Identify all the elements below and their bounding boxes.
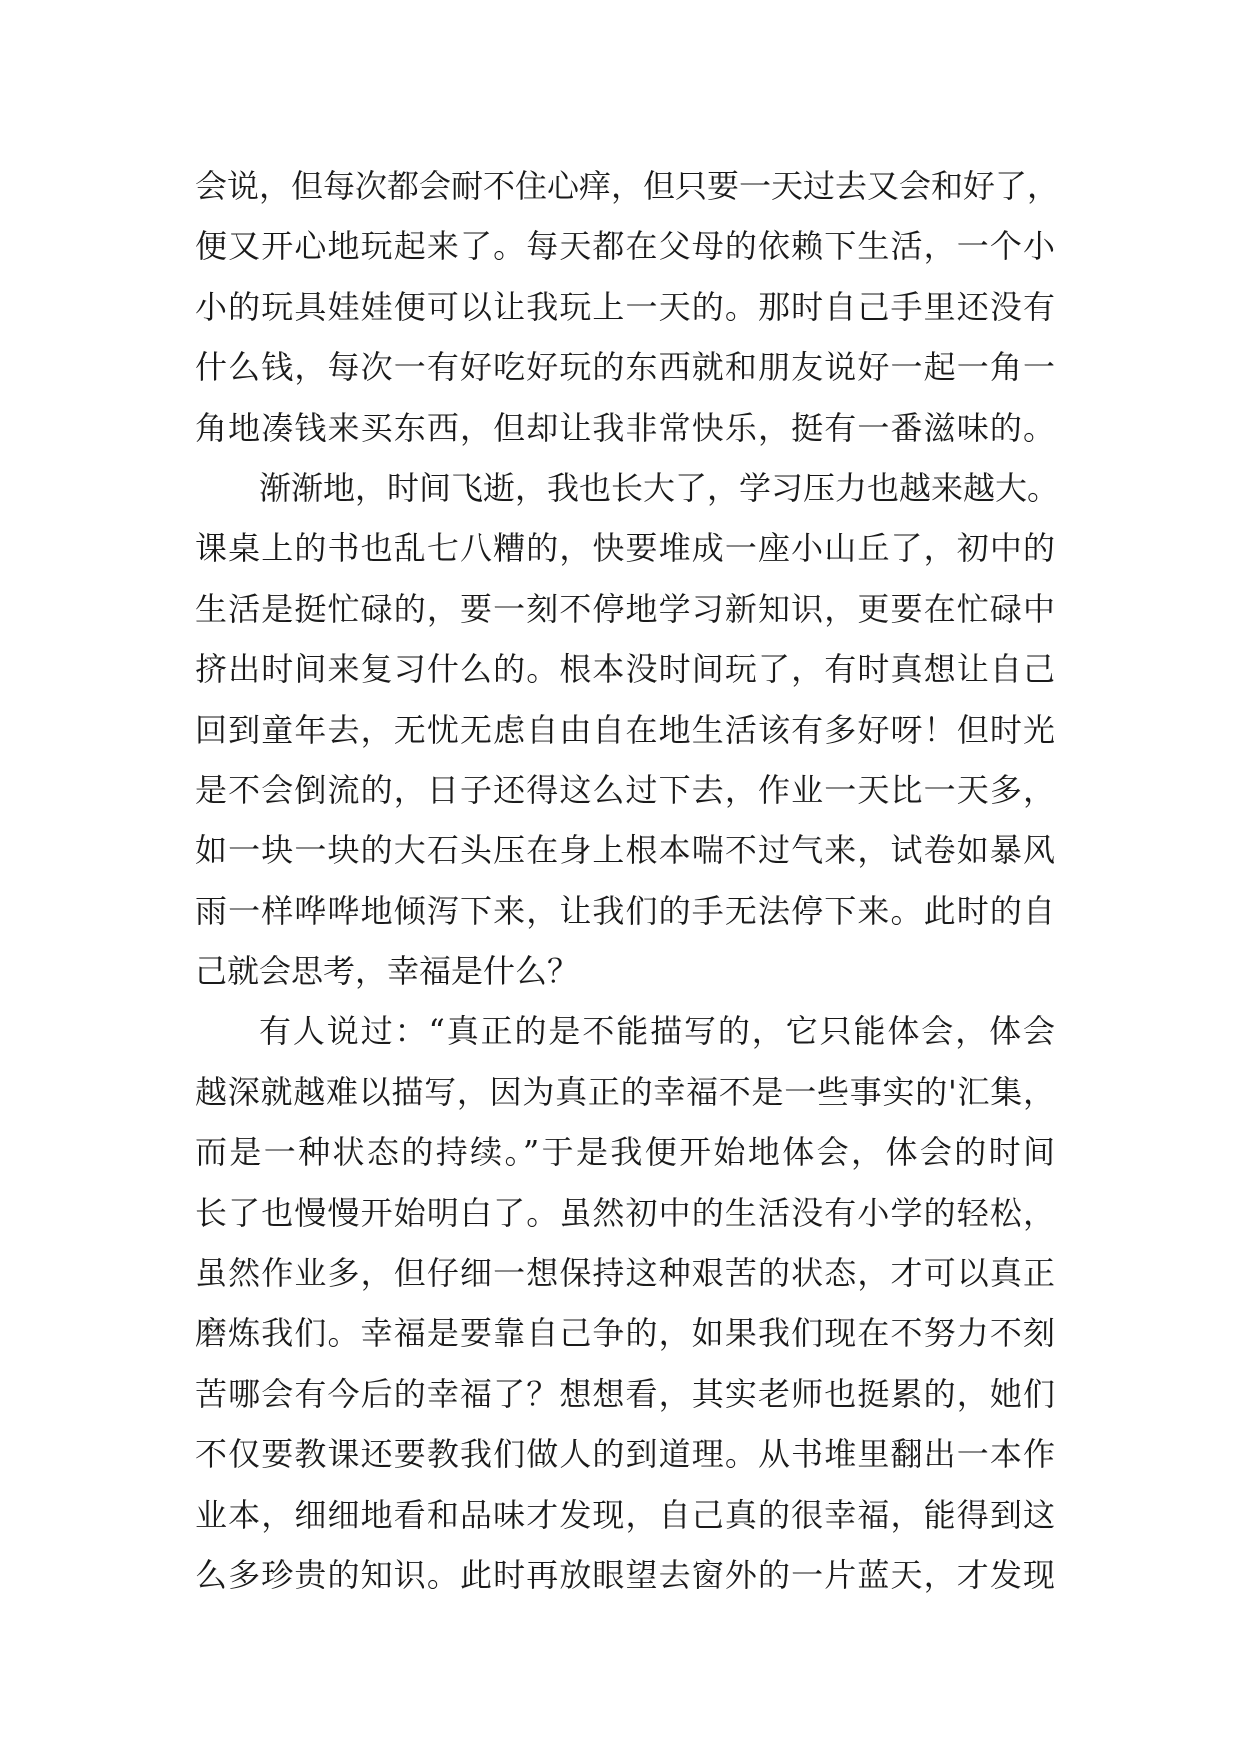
text-line: 磨炼我们。幸福是要靠自己争的，如果我们现在不努力不刻 xyxy=(195,1314,1055,1353)
text-line: 回到童年去，无忧无虑自由自在地生活该有多好呀！但时光 xyxy=(195,710,1055,749)
text-line: 角地凑钱来买东西，但却让我非常快乐，挺有一番滋味的。 xyxy=(195,408,1055,447)
body-text xyxy=(195,156,1060,1605)
text-line: 长了也慢慢开始明白了。虽然初中的生活没有小学的轻松， xyxy=(195,1193,1055,1232)
text-line: 苦哪会有今后的幸福了？想想看，其实老师也挺累的，她们 xyxy=(195,1374,1055,1413)
text-line: 雨一样哗哗地倾泻下来，让我们的手无法停下来。此时的自 xyxy=(195,891,1055,930)
text-line: 什么钱，每次一有好吃好玩的东西就和朋友说好一起一角一 xyxy=(195,348,1055,387)
text-line: 会说，但每次都会耐不住心痒，但只要一天过去又会和好了， xyxy=(195,167,1060,205)
text-line: 生活是挺忙碌的，要一刻不停地学习新知识，更要在忙碌中 xyxy=(195,589,1055,628)
text-line: 挤出时间来复习什么的。根本没时间玩了，有时真想让自己 xyxy=(195,650,1055,689)
text-line: 么多珍贵的知识。此时再放眼望去窗外的一片蓝天，才发现 xyxy=(195,1555,1055,1594)
paragraph-start-line: 渐渐地，时间飞逝，我也长大了，学习压力也越来越大。 xyxy=(259,468,1060,507)
text-line: 不仅要教课还要教我们做人的到道理。从书堆里翻出一本作 xyxy=(195,1435,1055,1474)
text-line: 业本，细细地看和品味才发现，自己真的很幸福，能得到这 xyxy=(195,1495,1055,1534)
text-line: 如一块一块的大石头压在身上根本喘不过气来，试卷如暴风 xyxy=(195,831,1055,870)
text-line: 虽然作业多，但仔细一想保持这种艰苦的状态，才可以真正 xyxy=(195,1254,1055,1293)
text-line: 而是一种状态的持续。”于是我便开始地体会，体会的时间 xyxy=(195,1133,1055,1172)
paragraph-start-line: 有人说过：“真正的是不能描写的，它只能体会，体会 xyxy=(259,1012,1055,1051)
text-line: 课桌上的书也乱七八糟的，快要堆成一座小山丘了，初中的 xyxy=(195,529,1055,568)
text-line: 便又开心地玩起来了。每天都在父母的依赖下生活，一个小 xyxy=(195,227,1055,266)
text-line: 越深就越难以描写，因为真正的幸福不是一些事实的'汇集， xyxy=(195,1072,1055,1111)
text-line: 是不会倒流的，日子还得这么过下去，作业一天比一天多， xyxy=(195,770,1055,809)
text-line: 小的玩具娃娃便可以让我玩上一天的。那时自己手里还没有 xyxy=(195,287,1055,326)
paragraph-end-line: 己就会思考，幸福是什么？ xyxy=(195,952,580,991)
